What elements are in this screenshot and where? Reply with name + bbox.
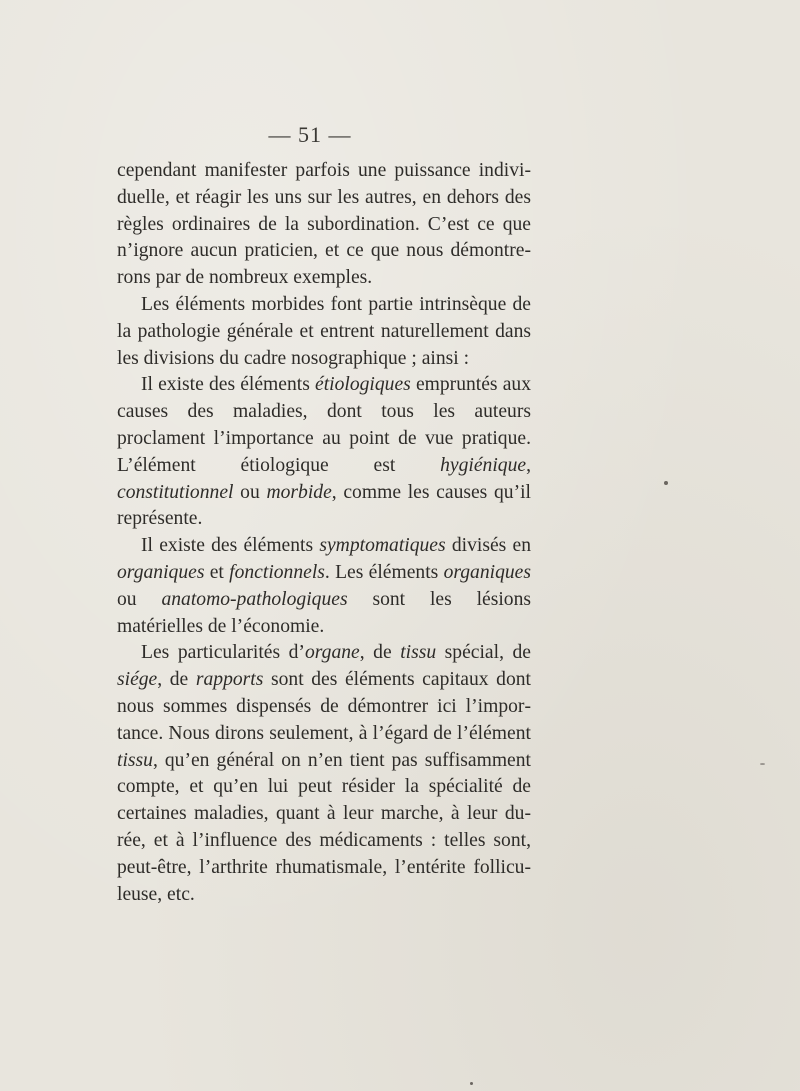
body-text (117, 158, 531, 908)
text-run: , qu’en général on n’en tient pas suffisamment compte, et qu’en lui peut résider la spécialité de certaines maladies, quant à leur marche, à leur durée, et à l’influence des médicaments : telles sont, peut-être, l’arthrite rhumatismale, l’entérite folliculeuse, etc. (117, 749, 531, 905)
italic-term: fonctionnels (229, 561, 325, 583)
text-run: ou (117, 588, 162, 610)
text-run: cependant manifester parfois une puissance individuelle, et réagir les uns sur les autres, en dehors des règles ordinaires de la subordination. C’est ce que n’ignore aucun praticien, et ce que nous démontrerons par de nombreux exemples. (117, 160, 531, 289)
italic-term: tissu (117, 749, 153, 771)
text-run: Les éléments morbides font partie intrinsèque de la pathologie générale et entrent naturellement dans les divisions du cadre nosographique ; ainsi : (117, 293, 531, 369)
italic-term: constitutionnel (117, 481, 234, 503)
text-run: Les particularités d’ (141, 642, 305, 664)
italic-term: rapports (195, 669, 264, 691)
text-run: ou (233, 481, 267, 503)
paragraph-3 (117, 372, 531, 533)
italic-term: symptomatiques (319, 535, 446, 557)
paper-speck (470, 1082, 473, 1085)
paragraph-2 (117, 292, 531, 372)
italic-term: organiques (443, 561, 532, 583)
page-number: — 51 — (268, 122, 352, 147)
text-run: , comme les causes qu’il représente. (117, 481, 532, 530)
text-run: , de (359, 642, 401, 664)
paper-speck (760, 763, 765, 765)
paragraph-5 (117, 640, 531, 908)
text-run: , de (157, 669, 196, 691)
text-run: Il existe des éléments (141, 374, 316, 396)
text-run: Il existe des éléments (141, 535, 320, 557)
text-run: sont des éléments capitaux dont nous sommes dispensés de démontrer ici l’importance. Nous dirons seulement, à l’égard de l’élément (117, 669, 531, 744)
text-run: . Les éléments (324, 561, 444, 583)
italic-term: tissu (400, 642, 437, 664)
italic-term: hygiénique (440, 454, 527, 476)
text-run: spécial, de (436, 642, 531, 664)
text-run: empruntés aux causes des maladies, dont tous les auteurs proclament l’importance au point de vue pratique. L’élément étiologique est (117, 374, 531, 476)
paragraph-1 (117, 158, 531, 292)
italic-term: organiques (117, 561, 205, 583)
italic-term: morbide (266, 481, 332, 503)
paper-speck (664, 481, 668, 485)
italic-term: anatomo-pathologiques (161, 588, 348, 610)
italic-term: étiologiques (315, 374, 411, 396)
italic-term: organe (304, 642, 360, 664)
text-run: , (526, 454, 531, 476)
text-run: et (204, 561, 230, 583)
text-run: divisés en (445, 535, 532, 557)
italic-term: siége (117, 669, 158, 691)
text-run: sont les lésions matérielles de l’économie. (117, 588, 531, 637)
paragraph-4 (117, 533, 531, 640)
